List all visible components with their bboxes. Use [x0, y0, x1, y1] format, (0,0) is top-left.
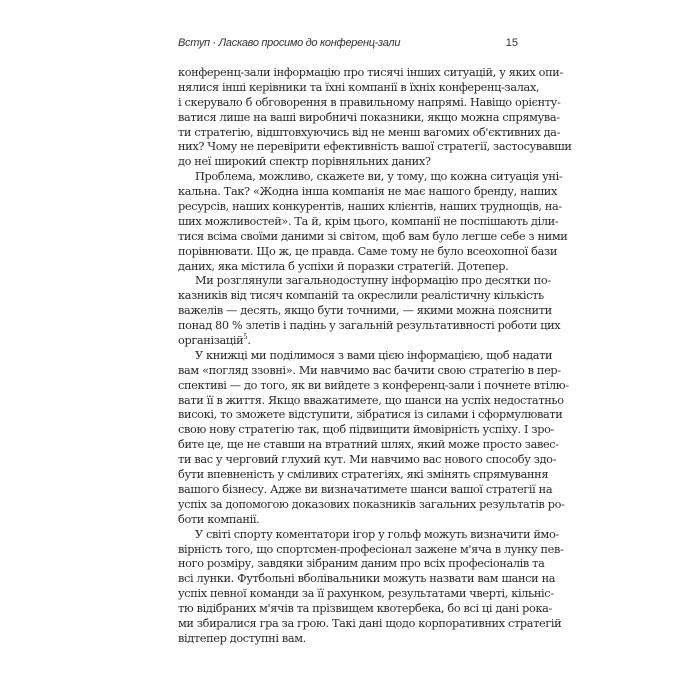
text-line: [178, 587, 554, 602]
line-text: даних, яка містила б успіхи й поразки стратегій. Дотепер.: [178, 259, 509, 273]
text-line: [178, 95, 561, 111]
text-line: [178, 229, 568, 245]
line-text: У книжці ми поділимося з вами цією інформацією, щоб надати: [195, 348, 553, 362]
text-line: [178, 66, 563, 81]
line-text: до неї широкий спектр порівняльних даних?: [178, 155, 431, 169]
line-text: тися всіма своїми даними зі світом, щоб вам було легше себе з ними: [178, 229, 568, 243]
line-text: Проблема, можливо, скажете ви, у тому, що кожна ситуація уні-: [195, 170, 563, 184]
text-line: [178, 200, 562, 215]
line-text: успіх певної команди за її рахунком, результатами чверті, кільніс-: [178, 587, 554, 601]
text-line: [178, 572, 556, 587]
paragraph: [178, 348, 569, 528]
text-line: [178, 542, 564, 558]
line-text: вати її в життя. Якщо вважатимете, що шанси на успіх недостатньо: [178, 393, 564, 407]
text-line: [178, 378, 569, 394]
text-line: [178, 453, 557, 468]
line-text: кальна. Так? «Жодна інша компанія не має нашого бренду, наших: [178, 185, 557, 199]
text-line: [178, 513, 522, 528]
line-text: ресурсів, наших конкурентів, наших клієнтів, наших труднощів, на-: [178, 200, 562, 214]
line-text: порівнювати. Що ж, це правда. Саме тому не було всеохопної бази: [178, 244, 558, 258]
line-text: Ми розглянули загальнодоступну інформацію про десятки по-: [195, 274, 551, 288]
running-title: Вступ · Ласкаво просимо до конференц-зали: [178, 37, 401, 49]
line-text: бите це, ще не ставши на втратний шлях, який може просто завес-: [178, 438, 559, 452]
text-line: [178, 125, 561, 141]
line-text: вірність того, що спортсмен-професіонал зажене м'яча в лунку пев-: [178, 542, 564, 556]
line-text: успіх за допомогою доказових показників загальних результатів ро-: [178, 497, 565, 511]
text-line: [178, 557, 545, 572]
line-text: У світі спорту коментатори ігор у гольф можуть визначити ймо-: [195, 527, 559, 541]
line-text: свою нову стратегію так, щоб підвищити ймовірність успіху. І зро-: [178, 423, 555, 437]
line-text: і скерувало б обговорення в правильному напрямі. Навіщо орієнту-: [178, 95, 561, 109]
line-text: них? Чому не перевірити ефективність вашої стратегії, застосувавши: [178, 140, 572, 154]
text-line: [178, 632, 522, 647]
line-text: бути впевненість у сміливих стратегіях, які змінять спрямування: [178, 468, 549, 482]
text-line: [178, 334, 522, 349]
text-line: [178, 438, 559, 453]
line-text: нялися інші керівники та їхні компанії в їхніх конференц-залах,: [178, 80, 540, 94]
line-text: боти компанії.: [178, 512, 260, 526]
text-line: [178, 363, 561, 379]
text-line: [178, 110, 560, 126]
text-line: [178, 244, 558, 260]
text-line: [178, 468, 549, 483]
paragraph: [178, 170, 568, 274]
text-line: [178, 423, 555, 438]
text-line: [178, 304, 552, 319]
text-line: [178, 80, 540, 96]
text-line: [178, 155, 522, 170]
text-line: [178, 289, 544, 304]
line-text: всі лунки. Футбольні вболівальники можуть назвати вам шанси на: [178, 572, 556, 586]
text-line: [178, 527, 559, 543]
line-text: вашого бізнесу. Адже ви визначатимете шанси вашої стратегії на: [178, 482, 553, 496]
line-end: .: [247, 334, 251, 348]
paragraph: [178, 66, 572, 170]
body-text: [178, 66, 572, 647]
footnote-marker[interactable]: 5: [243, 333, 248, 342]
line-text: організацій: [178, 334, 244, 348]
text-line: [178, 274, 551, 289]
line-text: ти вас у черговий глухий кут. Ми навчимо вас нового способу здо-: [178, 453, 557, 467]
line-text: ти стратегію, відштовхуючись від не менш вагомих об'єктивних да-: [178, 125, 561, 139]
paragraph: [178, 274, 561, 348]
line-text: понад 80 % злетів і падінь у загальній результативності роботи цих: [178, 319, 561, 333]
text-line: [178, 393, 564, 409]
text-line: [178, 482, 553, 498]
line-text: важелів — десять, якщо бути точними, — якими можна пояснити: [178, 304, 552, 318]
text-line: [178, 348, 553, 364]
line-text: відтепер доступні вам.: [178, 631, 306, 645]
text-line: [178, 140, 572, 155]
line-text: конференц-зали інформацію про тисячі інших ситуацій, у яких опи-: [178, 66, 563, 79]
text-line: [178, 260, 522, 275]
running-header: [178, 37, 522, 53]
line-text: ного розміру, завдяки зібраним даним про всіх професіоналів та: [178, 557, 545, 571]
text-line: [178, 497, 565, 513]
line-text: казників від тисяч компаній та окреслили реалістичну кількість: [178, 289, 544, 303]
line-text: ми збиралися гра за грою. Такі дані щодо корпоративних стратегій: [178, 616, 562, 630]
line-text: високі, то зможете відступити, зібратися із силами і сформулювати: [178, 408, 563, 422]
text-line: [178, 319, 561, 334]
text-line: [178, 214, 559, 230]
text-line: [178, 616, 562, 632]
page-number: 15: [505, 37, 518, 49]
text-line: [178, 170, 563, 185]
text-line: [178, 408, 563, 423]
text-line: [178, 185, 557, 200]
line-text: вам «погляд ззовні». Ми навчимо вас бачити свою стратегію в пер-: [178, 363, 561, 377]
line-text: ватися лише на ваші виробничі показники, якщо можна спрямува-: [178, 110, 560, 124]
line-text: ших можливостей». Та й, крім цього, компанії не поспішають діли-: [178, 214, 559, 228]
line-text: тю відібраних м'ячів та прізвищем квотербека, бо всі ці дані рока-: [178, 602, 553, 616]
paragraph: [178, 527, 564, 647]
line-text: спективі — до того, як ви вийдете з конференц-зали і почнете втілю-: [178, 378, 569, 392]
text-line: [178, 602, 553, 617]
